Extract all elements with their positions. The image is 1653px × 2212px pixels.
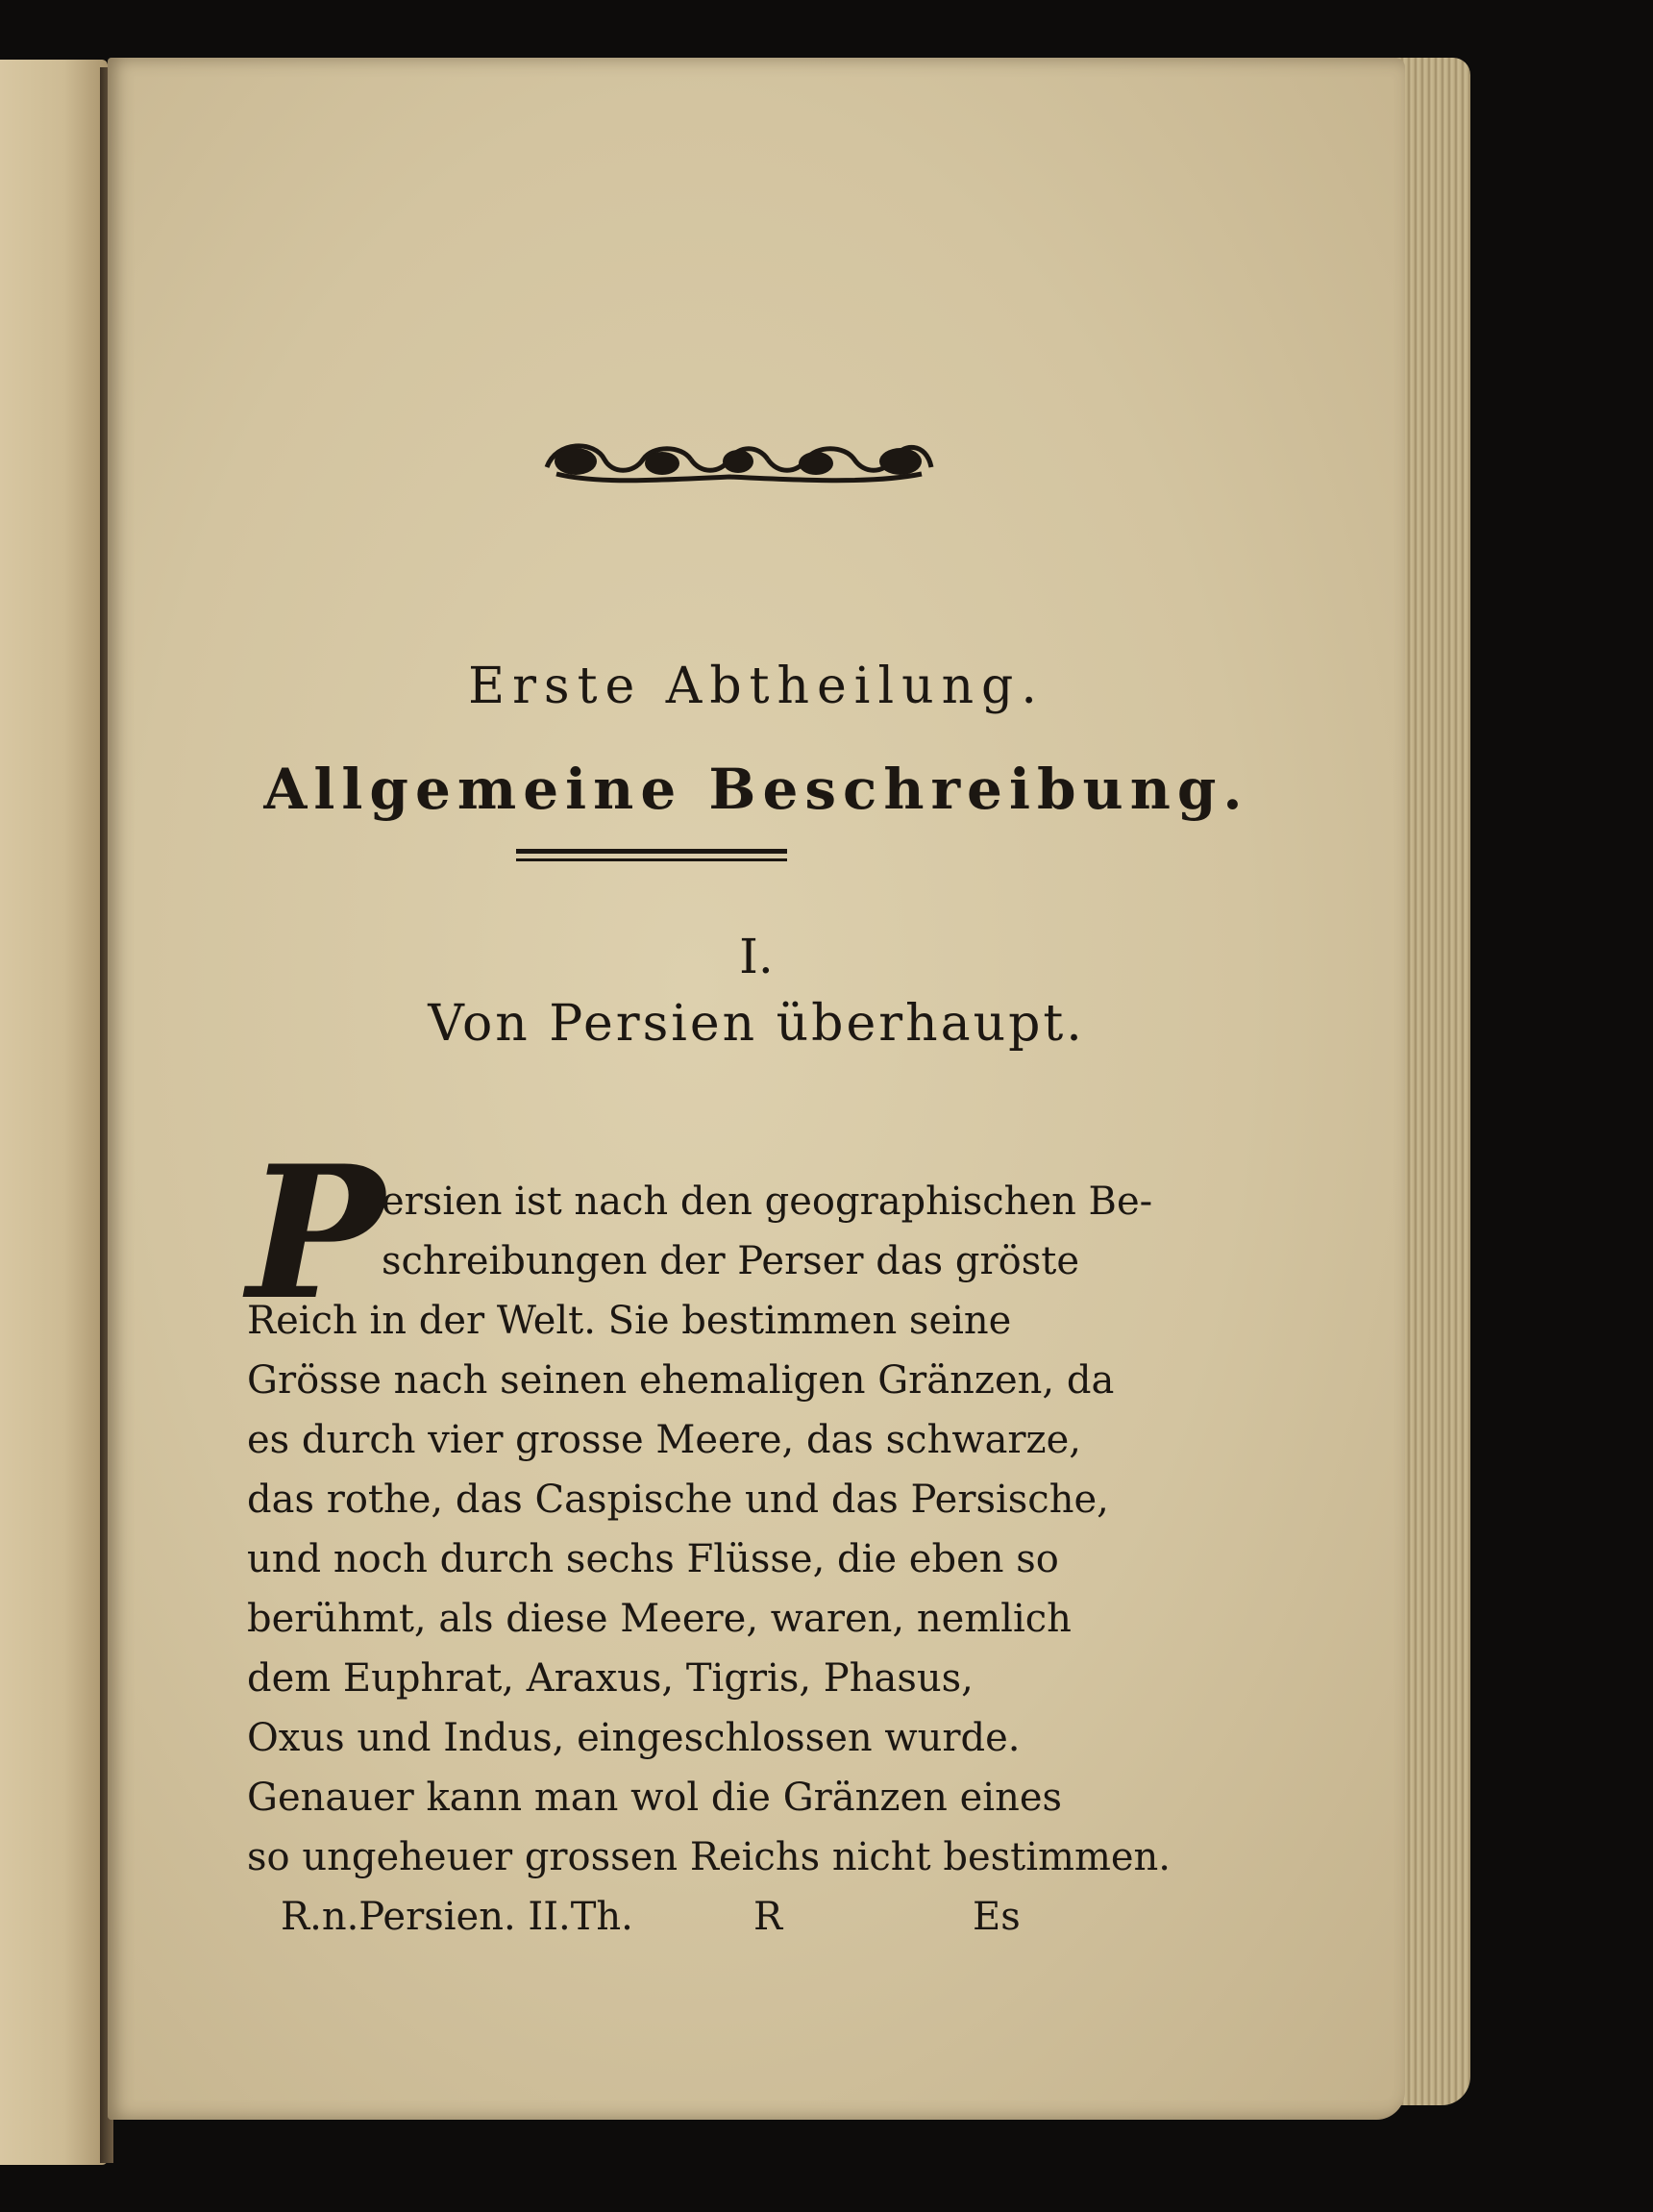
body-line: ersien ist nach den geographischen Be- xyxy=(382,1180,1153,1224)
body-line: dem Euphrat, Araxus, Tigris, Phasus, xyxy=(247,1656,974,1701)
catchword: Es xyxy=(973,1895,1021,1939)
body-line: schreibungen der Perser das gröste xyxy=(382,1239,1079,1283)
body-line: Grösse nach seinen ehemaligen Gränzen, da xyxy=(247,1358,1115,1403)
body-line: das rothe, das Caspische und das Persische, xyxy=(247,1478,1109,1522)
body-line: und noch durch sechs Flüsse, die eben so xyxy=(247,1537,1059,1581)
body-line: es durch vier grosse Meere, das schwarze, xyxy=(247,1418,1082,1462)
drop-cap: P xyxy=(247,1126,384,1340)
left-page-edge xyxy=(0,60,108,2165)
main-heading: Allgemeine Beschreibung. xyxy=(263,757,1249,822)
chapter-number: I. xyxy=(739,929,774,984)
body-line: Reich in der Welt. Sie bestimmen seine xyxy=(247,1299,1012,1343)
heading-rule-thin xyxy=(516,858,787,861)
body-line: so ungeheuer grossen Reichs nicht bestimmen. xyxy=(247,1835,1172,1879)
heading-rule xyxy=(516,849,787,854)
ornament-icon xyxy=(537,431,939,488)
chapter-title: Von Persien überhaupt. xyxy=(428,995,1085,1053)
body-line: Genauer kann man wol die Gränzen eines xyxy=(247,1776,1063,1820)
right-page xyxy=(108,58,1405,2120)
signature-mark: R xyxy=(753,1895,783,1939)
part-title: Erste Abtheilung. xyxy=(468,658,1045,715)
body-line: Oxus und Indus, eingeschlossen wurde. xyxy=(247,1716,1021,1760)
signature-title: R.n.Persien. II.Th. xyxy=(281,1895,633,1939)
body-line: berühmt, als diese Meere, waren, nemlich xyxy=(247,1597,1072,1641)
